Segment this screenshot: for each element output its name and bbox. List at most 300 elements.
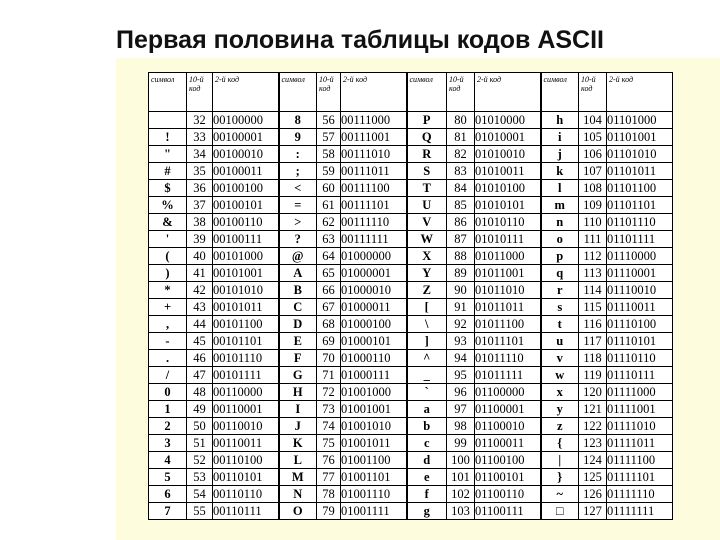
header-decimal-code-1: 10-й код: [187, 73, 213, 112]
symbol-cell: k: [541, 163, 579, 180]
decimal-code-cell: 115: [579, 299, 607, 316]
binary-code-cell: 01010001: [475, 129, 541, 146]
binary-code-cell: 01101101: [607, 197, 673, 214]
decimal-code-cell: 44: [187, 316, 213, 333]
decimal-code-cell: 100: [447, 452, 475, 469]
binary-code-cell: 01111000: [607, 384, 673, 401]
symbol-cell: ^: [407, 350, 447, 367]
decimal-code-cell: 66: [317, 282, 341, 299]
decimal-code-cell: 49: [187, 401, 213, 418]
binary-code-cell: 01110100: [607, 316, 673, 333]
decimal-code-cell: 105: [579, 129, 607, 146]
decimal-code-cell: 81: [447, 129, 475, 146]
symbol-cell: y: [541, 401, 579, 418]
decimal-code-cell: 83: [447, 163, 475, 180]
decimal-code-cell: 124: [579, 452, 607, 469]
decimal-code-cell: 33: [187, 129, 213, 146]
binary-code-cell: 00111100: [341, 180, 407, 197]
symbol-cell: @: [279, 248, 317, 265]
binary-code-cell: 01110010: [607, 282, 673, 299]
header-binary-code-1: 2-й код: [213, 73, 279, 112]
table-row: [149, 197, 673, 214]
binary-code-cell: 01000110: [341, 350, 407, 367]
binary-code-cell: 00100101: [213, 197, 279, 214]
decimal-code-cell: 63: [317, 231, 341, 248]
table-row: [149, 282, 673, 299]
symbol-cell: {: [541, 435, 579, 452]
symbol-cell: =: [279, 197, 317, 214]
symbol-cell: o: [541, 231, 579, 248]
decimal-code-cell: 60: [317, 180, 341, 197]
symbol-cell: $: [149, 180, 187, 197]
symbol-cell: U: [407, 197, 447, 214]
decimal-code-cell: 61: [317, 197, 341, 214]
binary-code-cell: 01110011: [607, 299, 673, 316]
table-row: [149, 469, 673, 486]
binary-code-cell: 01000000: [341, 248, 407, 265]
symbol-cell: ;: [279, 163, 317, 180]
decimal-code-cell: 111: [579, 231, 607, 248]
symbol-cell: |: [541, 452, 579, 469]
binary-code-cell: 01111110: [607, 486, 673, 503]
binary-code-cell: 01100110: [475, 486, 541, 503]
decimal-code-cell: 41: [187, 265, 213, 282]
symbol-cell: □: [541, 503, 579, 520]
table-row: [149, 180, 673, 197]
binary-code-cell: 00101100: [213, 316, 279, 333]
table-row: [149, 418, 673, 435]
header-decimal-code-3: 10-й код: [447, 73, 475, 112]
symbol-cell: }: [541, 469, 579, 486]
header-symbol-2: символ: [279, 73, 317, 112]
decimal-code-cell: 127: [579, 503, 607, 520]
symbol-cell: N: [279, 486, 317, 503]
symbol-cell: +: [149, 299, 187, 316]
binary-code-cell: 01110101: [607, 333, 673, 350]
symbol-cell: 0: [149, 384, 187, 401]
binary-code-cell: 01100011: [475, 435, 541, 452]
binary-code-cell: 00100100: [213, 180, 279, 197]
header-symbol-3: символ: [407, 73, 447, 112]
decimal-code-cell: 84: [447, 180, 475, 197]
symbol-cell: q: [541, 265, 579, 282]
table-row: [149, 112, 673, 129]
binary-code-cell: 00110010: [213, 418, 279, 435]
symbol-cell: S: [407, 163, 447, 180]
header-decimal-code-2: 10-й код: [317, 73, 341, 112]
binary-code-cell: 00110100: [213, 452, 279, 469]
header-binary-code-4: 2-й код: [607, 73, 673, 112]
table-row: [149, 452, 673, 469]
decimal-code-cell: 122: [579, 418, 607, 435]
decimal-code-cell: 117: [579, 333, 607, 350]
binary-code-cell: 00100110: [213, 214, 279, 231]
binary-code-cell: 01001011: [341, 435, 407, 452]
symbol-cell: ): [149, 265, 187, 282]
decimal-code-cell: 108: [579, 180, 607, 197]
table-row: [149, 350, 673, 367]
symbol-cell: 8: [279, 112, 317, 129]
decimal-code-cell: 50: [187, 418, 213, 435]
slide-title: Первая половина таблицы кодов ASCII: [115, 26, 604, 54]
binary-code-cell: 01001100: [341, 452, 407, 469]
symbol-cell: M: [279, 469, 317, 486]
header-binary-code-2: 2-й код: [341, 73, 407, 112]
table-header-row: [149, 73, 673, 112]
binary-code-cell: 00101011: [213, 299, 279, 316]
decimal-code-cell: 35: [187, 163, 213, 180]
decimal-code-cell: 46: [187, 350, 213, 367]
decimal-code-cell: 48: [187, 384, 213, 401]
decimal-code-cell: 125: [579, 469, 607, 486]
binary-code-cell: 00101110: [213, 350, 279, 367]
decimal-code-cell: 89: [447, 265, 475, 282]
symbol-cell: u: [541, 333, 579, 350]
decimal-code-cell: 87: [447, 231, 475, 248]
symbol-cell: n: [541, 214, 579, 231]
binary-code-cell: 00111101: [341, 197, 407, 214]
symbol-cell: x: [541, 384, 579, 401]
symbol-cell: i: [541, 129, 579, 146]
binary-code-cell: 01011001: [475, 265, 541, 282]
decimal-code-cell: 64: [317, 248, 341, 265]
decimal-code-cell: 107: [579, 163, 607, 180]
symbol-cell: #: [149, 163, 187, 180]
symbol-cell: W: [407, 231, 447, 248]
symbol-cell: T: [407, 180, 447, 197]
symbol-cell: 7: [149, 503, 187, 520]
decimal-code-cell: 39: [187, 231, 213, 248]
decimal-code-cell: 104: [579, 112, 607, 129]
header-symbol-1: символ: [149, 73, 187, 112]
decimal-code-cell: 68: [317, 316, 341, 333]
symbol-cell: ": [149, 146, 187, 163]
binary-code-cell: 01010110: [475, 214, 541, 231]
decimal-code-cell: 109: [579, 197, 607, 214]
decimal-code-cell: 102: [447, 486, 475, 503]
symbol-cell: a: [407, 401, 447, 418]
binary-code-cell: 01100100: [475, 452, 541, 469]
symbol-cell: R: [407, 146, 447, 163]
binary-code-cell: 00100111: [213, 231, 279, 248]
binary-code-cell: 01111111: [607, 503, 673, 520]
decimal-code-cell: 71: [317, 367, 341, 384]
symbol-cell: Y: [407, 265, 447, 282]
binary-code-cell: 01100101: [475, 469, 541, 486]
decimal-code-cell: 119: [579, 367, 607, 384]
decimal-code-cell: 45: [187, 333, 213, 350]
symbol-cell: F: [279, 350, 317, 367]
binary-code-cell: 01010100: [475, 180, 541, 197]
binary-code-cell: 00111000: [341, 112, 407, 129]
symbol-cell: A: [279, 265, 317, 282]
binary-code-cell: 00111110: [341, 214, 407, 231]
binary-code-cell: 01100111: [475, 503, 541, 520]
decimal-code-cell: 36: [187, 180, 213, 197]
symbol-cell: L: [279, 452, 317, 469]
symbol-cell: Q: [407, 129, 447, 146]
binary-code-cell: 00110000: [213, 384, 279, 401]
symbol-cell: [: [407, 299, 447, 316]
binary-code-cell: 00101101: [213, 333, 279, 350]
symbol-cell: /: [149, 367, 187, 384]
symbol-cell: Z: [407, 282, 447, 299]
binary-code-cell: 00100010: [213, 146, 279, 163]
symbol-cell: C: [279, 299, 317, 316]
decimal-code-cell: 98: [447, 418, 475, 435]
binary-code-cell: 01001010: [341, 418, 407, 435]
symbol-cell: (: [149, 248, 187, 265]
decimal-code-cell: 123: [579, 435, 607, 452]
binary-code-cell: 01001000: [341, 384, 407, 401]
symbol-cell: 4: [149, 452, 187, 469]
symbol-cell: z: [541, 418, 579, 435]
decimal-code-cell: 65: [317, 265, 341, 282]
symbol-cell: 6: [149, 486, 187, 503]
table-row: [149, 401, 673, 418]
binary-code-cell: 01000111: [341, 367, 407, 384]
decimal-code-cell: 113: [579, 265, 607, 282]
decimal-code-cell: 92: [447, 316, 475, 333]
symbol-cell: t: [541, 316, 579, 333]
decimal-code-cell: 77: [317, 469, 341, 486]
symbol-cell: H: [279, 384, 317, 401]
symbol-cell: f: [407, 486, 447, 503]
symbol-cell: V: [407, 214, 447, 231]
binary-code-cell: 01010101: [475, 197, 541, 214]
binary-code-cell: 01010111: [475, 231, 541, 248]
table-row: [149, 367, 673, 384]
decimal-code-cell: 53: [187, 469, 213, 486]
binary-code-cell: 00111010: [341, 146, 407, 163]
binary-code-cell: 01101001: [607, 129, 673, 146]
symbol-cell: v: [541, 350, 579, 367]
binary-code-cell: 00100001: [213, 129, 279, 146]
binary-code-cell: 01101011: [607, 163, 673, 180]
table-row: [149, 316, 673, 333]
symbol-cell: 3: [149, 435, 187, 452]
decimal-code-cell: 116: [579, 316, 607, 333]
symbol-cell: %: [149, 197, 187, 214]
decimal-code-cell: 55: [187, 503, 213, 520]
symbol-cell: J: [279, 418, 317, 435]
symbol-cell: 1: [149, 401, 187, 418]
symbol-cell: K: [279, 435, 317, 452]
binary-code-cell: 01011100: [475, 316, 541, 333]
ascii-code-table: [148, 72, 673, 520]
binary-code-cell: 01010000: [475, 112, 541, 129]
symbol-cell: [149, 112, 187, 129]
decimal-code-cell: 70: [317, 350, 341, 367]
binary-code-cell: 01101110: [607, 214, 673, 231]
header-symbol-4: символ: [541, 73, 579, 112]
symbol-cell: `: [407, 384, 447, 401]
decimal-code-cell: 54: [187, 486, 213, 503]
symbol-cell: P: [407, 112, 447, 129]
decimal-code-cell: 42: [187, 282, 213, 299]
decimal-code-cell: 91: [447, 299, 475, 316]
binary-code-cell: 01011010: [475, 282, 541, 299]
decimal-code-cell: 69: [317, 333, 341, 350]
decimal-code-cell: 97: [447, 401, 475, 418]
decimal-code-cell: 112: [579, 248, 607, 265]
symbol-cell: D: [279, 316, 317, 333]
binary-code-cell: 01001110: [341, 486, 407, 503]
binary-code-cell: 00110101: [213, 469, 279, 486]
decimal-code-cell: 38: [187, 214, 213, 231]
decimal-code-cell: 47: [187, 367, 213, 384]
binary-code-cell: 01001001: [341, 401, 407, 418]
binary-code-cell: 00101000: [213, 248, 279, 265]
binary-code-cell: 01100000: [475, 384, 541, 401]
binary-code-cell: 00111001: [341, 129, 407, 146]
symbol-cell: ?: [279, 231, 317, 248]
decimal-code-cell: 80: [447, 112, 475, 129]
binary-code-cell: 01001101: [341, 469, 407, 486]
binary-code-cell: 01001111: [341, 503, 407, 520]
decimal-code-cell: 52: [187, 452, 213, 469]
binary-code-cell: 01100010: [475, 418, 541, 435]
symbol-cell: *: [149, 282, 187, 299]
table-row: [149, 435, 673, 452]
decimal-code-cell: 43: [187, 299, 213, 316]
binary-code-cell: 01110000: [607, 248, 673, 265]
decimal-code-cell: 86: [447, 214, 475, 231]
binary-code-cell: 01101010: [607, 146, 673, 163]
binary-code-cell: 01111100: [607, 452, 673, 469]
decimal-code-cell: 34: [187, 146, 213, 163]
binary-code-cell: 00111111: [341, 231, 407, 248]
symbol-cell: p: [541, 248, 579, 265]
binary-code-cell: 01011000: [475, 248, 541, 265]
decimal-code-cell: 110: [579, 214, 607, 231]
table-row: [149, 231, 673, 248]
binary-code-cell: 01000011: [341, 299, 407, 316]
symbol-cell: m: [541, 197, 579, 214]
table-row: [149, 384, 673, 401]
binary-code-cell: 01011101: [475, 333, 541, 350]
symbol-cell: ]: [407, 333, 447, 350]
symbol-cell: b: [407, 418, 447, 435]
decimal-code-cell: 95: [447, 367, 475, 384]
decimal-code-cell: 126: [579, 486, 607, 503]
binary-code-cell: 01101111: [607, 231, 673, 248]
binary-code-cell: 01110110: [607, 350, 673, 367]
decimal-code-cell: 62: [317, 214, 341, 231]
binary-code-cell: 00101111: [213, 367, 279, 384]
symbol-cell: &: [149, 214, 187, 231]
binary-code-cell: 01010011: [475, 163, 541, 180]
decimal-code-cell: 121: [579, 401, 607, 418]
symbol-cell: \: [407, 316, 447, 333]
binary-code-cell: 01010010: [475, 146, 541, 163]
symbol-cell: j: [541, 146, 579, 163]
symbol-cell: h: [541, 112, 579, 129]
table-row: [149, 503, 673, 520]
symbol-cell: .: [149, 350, 187, 367]
decimal-code-cell: 75: [317, 435, 341, 452]
symbol-cell: ~: [541, 486, 579, 503]
symbol-cell: 2: [149, 418, 187, 435]
symbol-cell: G: [279, 367, 317, 384]
decimal-code-cell: 90: [447, 282, 475, 299]
symbol-cell: c: [407, 435, 447, 452]
decimal-code-cell: 96: [447, 384, 475, 401]
binary-code-cell: 00110011: [213, 435, 279, 452]
symbol-cell: e: [407, 469, 447, 486]
symbol-cell: <: [279, 180, 317, 197]
decimal-code-cell: 99: [447, 435, 475, 452]
binary-code-cell: 01110111: [607, 367, 673, 384]
symbol-cell: B: [279, 282, 317, 299]
decimal-code-cell: 82: [447, 146, 475, 163]
decimal-code-cell: 67: [317, 299, 341, 316]
decimal-code-cell: 73: [317, 401, 341, 418]
table-row: [149, 486, 673, 503]
symbol-cell: 9: [279, 129, 317, 146]
symbol-cell: O: [279, 503, 317, 520]
symbol-cell: g: [407, 503, 447, 520]
binary-code-cell: 00111011: [341, 163, 407, 180]
binary-code-cell: 01011110: [475, 350, 541, 367]
binary-code-cell: 01000100: [341, 316, 407, 333]
decimal-code-cell: 120: [579, 384, 607, 401]
symbol-cell: !: [149, 129, 187, 146]
header-binary-code-3: 2-й код: [475, 73, 541, 112]
binary-code-cell: 01000001: [341, 265, 407, 282]
decimal-code-cell: 40: [187, 248, 213, 265]
decimal-code-cell: 79: [317, 503, 341, 520]
table-row: [149, 146, 673, 163]
symbol-cell: ': [149, 231, 187, 248]
table-row: [149, 129, 673, 146]
decimal-code-cell: 101: [447, 469, 475, 486]
symbol-cell: E: [279, 333, 317, 350]
decimal-code-cell: 85: [447, 197, 475, 214]
decimal-code-cell: 57: [317, 129, 341, 146]
decimal-code-cell: 93: [447, 333, 475, 350]
symbol-cell: _: [407, 367, 447, 384]
decimal-code-cell: 94: [447, 350, 475, 367]
table-row: [149, 214, 673, 231]
binary-code-cell: 01011011: [475, 299, 541, 316]
decimal-code-cell: 72: [317, 384, 341, 401]
symbol-cell: :: [279, 146, 317, 163]
binary-code-cell: 01101000: [607, 112, 673, 129]
binary-code-cell: 01101100: [607, 180, 673, 197]
table-row: [149, 163, 673, 180]
symbol-cell: X: [407, 248, 447, 265]
binary-code-cell: 01000010: [341, 282, 407, 299]
binary-code-cell: 01111011: [607, 435, 673, 452]
symbol-cell: l: [541, 180, 579, 197]
binary-code-cell: 00110001: [213, 401, 279, 418]
symbol-cell: w: [541, 367, 579, 384]
binary-code-cell: 01111101: [607, 469, 673, 486]
decimal-code-cell: 118: [579, 350, 607, 367]
decimal-code-cell: 56: [317, 112, 341, 129]
binary-code-cell: 01000101: [341, 333, 407, 350]
decimal-code-cell: 114: [579, 282, 607, 299]
decimal-code-cell: 106: [579, 146, 607, 163]
table-row: [149, 333, 673, 350]
symbol-cell: ,: [149, 316, 187, 333]
binary-code-cell: 00101001: [213, 265, 279, 282]
binary-code-cell: 00100000: [213, 112, 279, 129]
symbol-cell: d: [407, 452, 447, 469]
binary-code-cell: 00110110: [213, 486, 279, 503]
decimal-code-cell: 32: [187, 112, 213, 129]
